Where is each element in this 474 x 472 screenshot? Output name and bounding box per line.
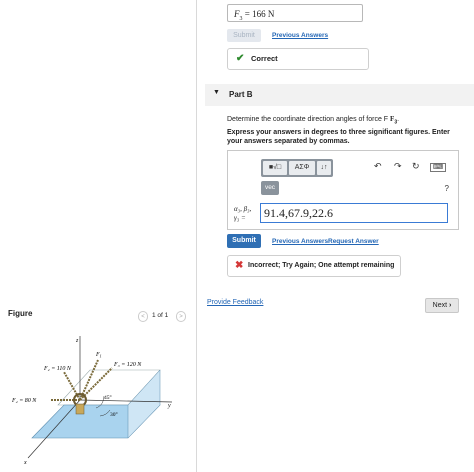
answer-label-line1: α₃, β₃,: [234, 205, 252, 213]
undo-icon[interactable]: ↶: [374, 161, 382, 171]
math-toolbar: [261, 159, 333, 177]
updown-button[interactable]: ↓↑: [317, 161, 331, 175]
help-icon[interactable]: ?: [444, 184, 449, 193]
f3-answer-display: [227, 4, 363, 22]
f3-label: F₃ = 120 N: [114, 362, 142, 368]
next-label: Next: [432, 302, 448, 309]
f1-label: $F_1$: [96, 352, 102, 359]
eye-bolt-base: [76, 404, 84, 414]
part-a-submit-button: Submit: [227, 29, 261, 42]
answer-label: [234, 205, 251, 223]
next-button[interactable]: [425, 298, 459, 313]
figure-panel: [0, 0, 196, 472]
figure-title: Figure: [8, 309, 33, 318]
answer-label-line2: γ₃ =: [234, 214, 246, 222]
part-b-header[interactable]: [205, 84, 474, 106]
f2-label: F₂ = 110 N: [44, 366, 71, 372]
part-b-instructions: Express your answers in degrees to three significant figures. Enter your answers separated by commas.: [227, 129, 450, 145]
chevron-right-icon: ›: [449, 302, 452, 309]
z-axis-label: z: [76, 338, 79, 344]
correct-feedback-box: [227, 48, 369, 70]
x-icon: ✖: [235, 260, 244, 271]
request-answer-link[interactable]: Request Answer: [328, 238, 379, 245]
f3-value: = 166 N: [242, 9, 275, 19]
prev-figure-button[interactable]: <: [138, 311, 148, 322]
next-figure-button[interactable]: >: [176, 311, 186, 322]
incorrect-status-text: Incorrect; Try Again; One attempt remaining: [248, 262, 395, 269]
part-a-previous-answers-link[interactable]: Previous Answers: [272, 32, 329, 39]
question-panel: [197, 0, 474, 472]
force-diagram: [0, 330, 196, 472]
f3-subscript: 3: [239, 15, 243, 22]
templates-button[interactable]: ■√□: [263, 161, 287, 175]
pager-label: 1 of 1: [152, 312, 169, 319]
y-axis-label: y: [168, 403, 171, 409]
vec-button[interactable]: vec: [261, 181, 279, 195]
question-text: Determine the coordinate direction angles of force F: [227, 116, 389, 123]
f3-symbol: F: [234, 9, 240, 19]
part-b-previous-answers-link[interactable]: Previous Answers: [272, 238, 329, 245]
greek-symbols-button[interactable]: AΣΦ: [289, 161, 315, 175]
answer-input[interactable]: 91.4,67.9,22.6: [260, 203, 448, 223]
f4-label: F₄ = 80 N: [12, 398, 37, 404]
reset-icon[interactable]: ↻: [412, 161, 420, 171]
incorrect-feedback-box: [227, 255, 401, 277]
question-end: .: [397, 116, 400, 123]
part-b-question: [227, 115, 463, 127]
question-force-symbol: F: [390, 115, 395, 123]
correct-status-text: Correct: [251, 54, 278, 63]
collapse-triangle-icon[interactable]: ▼: [213, 89, 220, 96]
figure-pager: [138, 311, 186, 323]
redo-icon[interactable]: ↷: [394, 161, 402, 171]
angle-label-30: 30°: [110, 412, 118, 418]
provide-feedback-link[interactable]: Provide Feedback: [207, 299, 264, 306]
x-axis-label: x: [24, 460, 27, 466]
part-b-title: Part B: [229, 90, 253, 99]
question-force-subscript: 3: [394, 119, 398, 126]
keyboard-icon[interactable]: ⌨: [430, 163, 446, 172]
check-icon: ✔: [236, 53, 245, 64]
answer-editor: [227, 150, 459, 230]
angle-label-45: 45°: [104, 395, 112, 401]
part-b-submit-button[interactable]: Submit: [227, 234, 261, 248]
